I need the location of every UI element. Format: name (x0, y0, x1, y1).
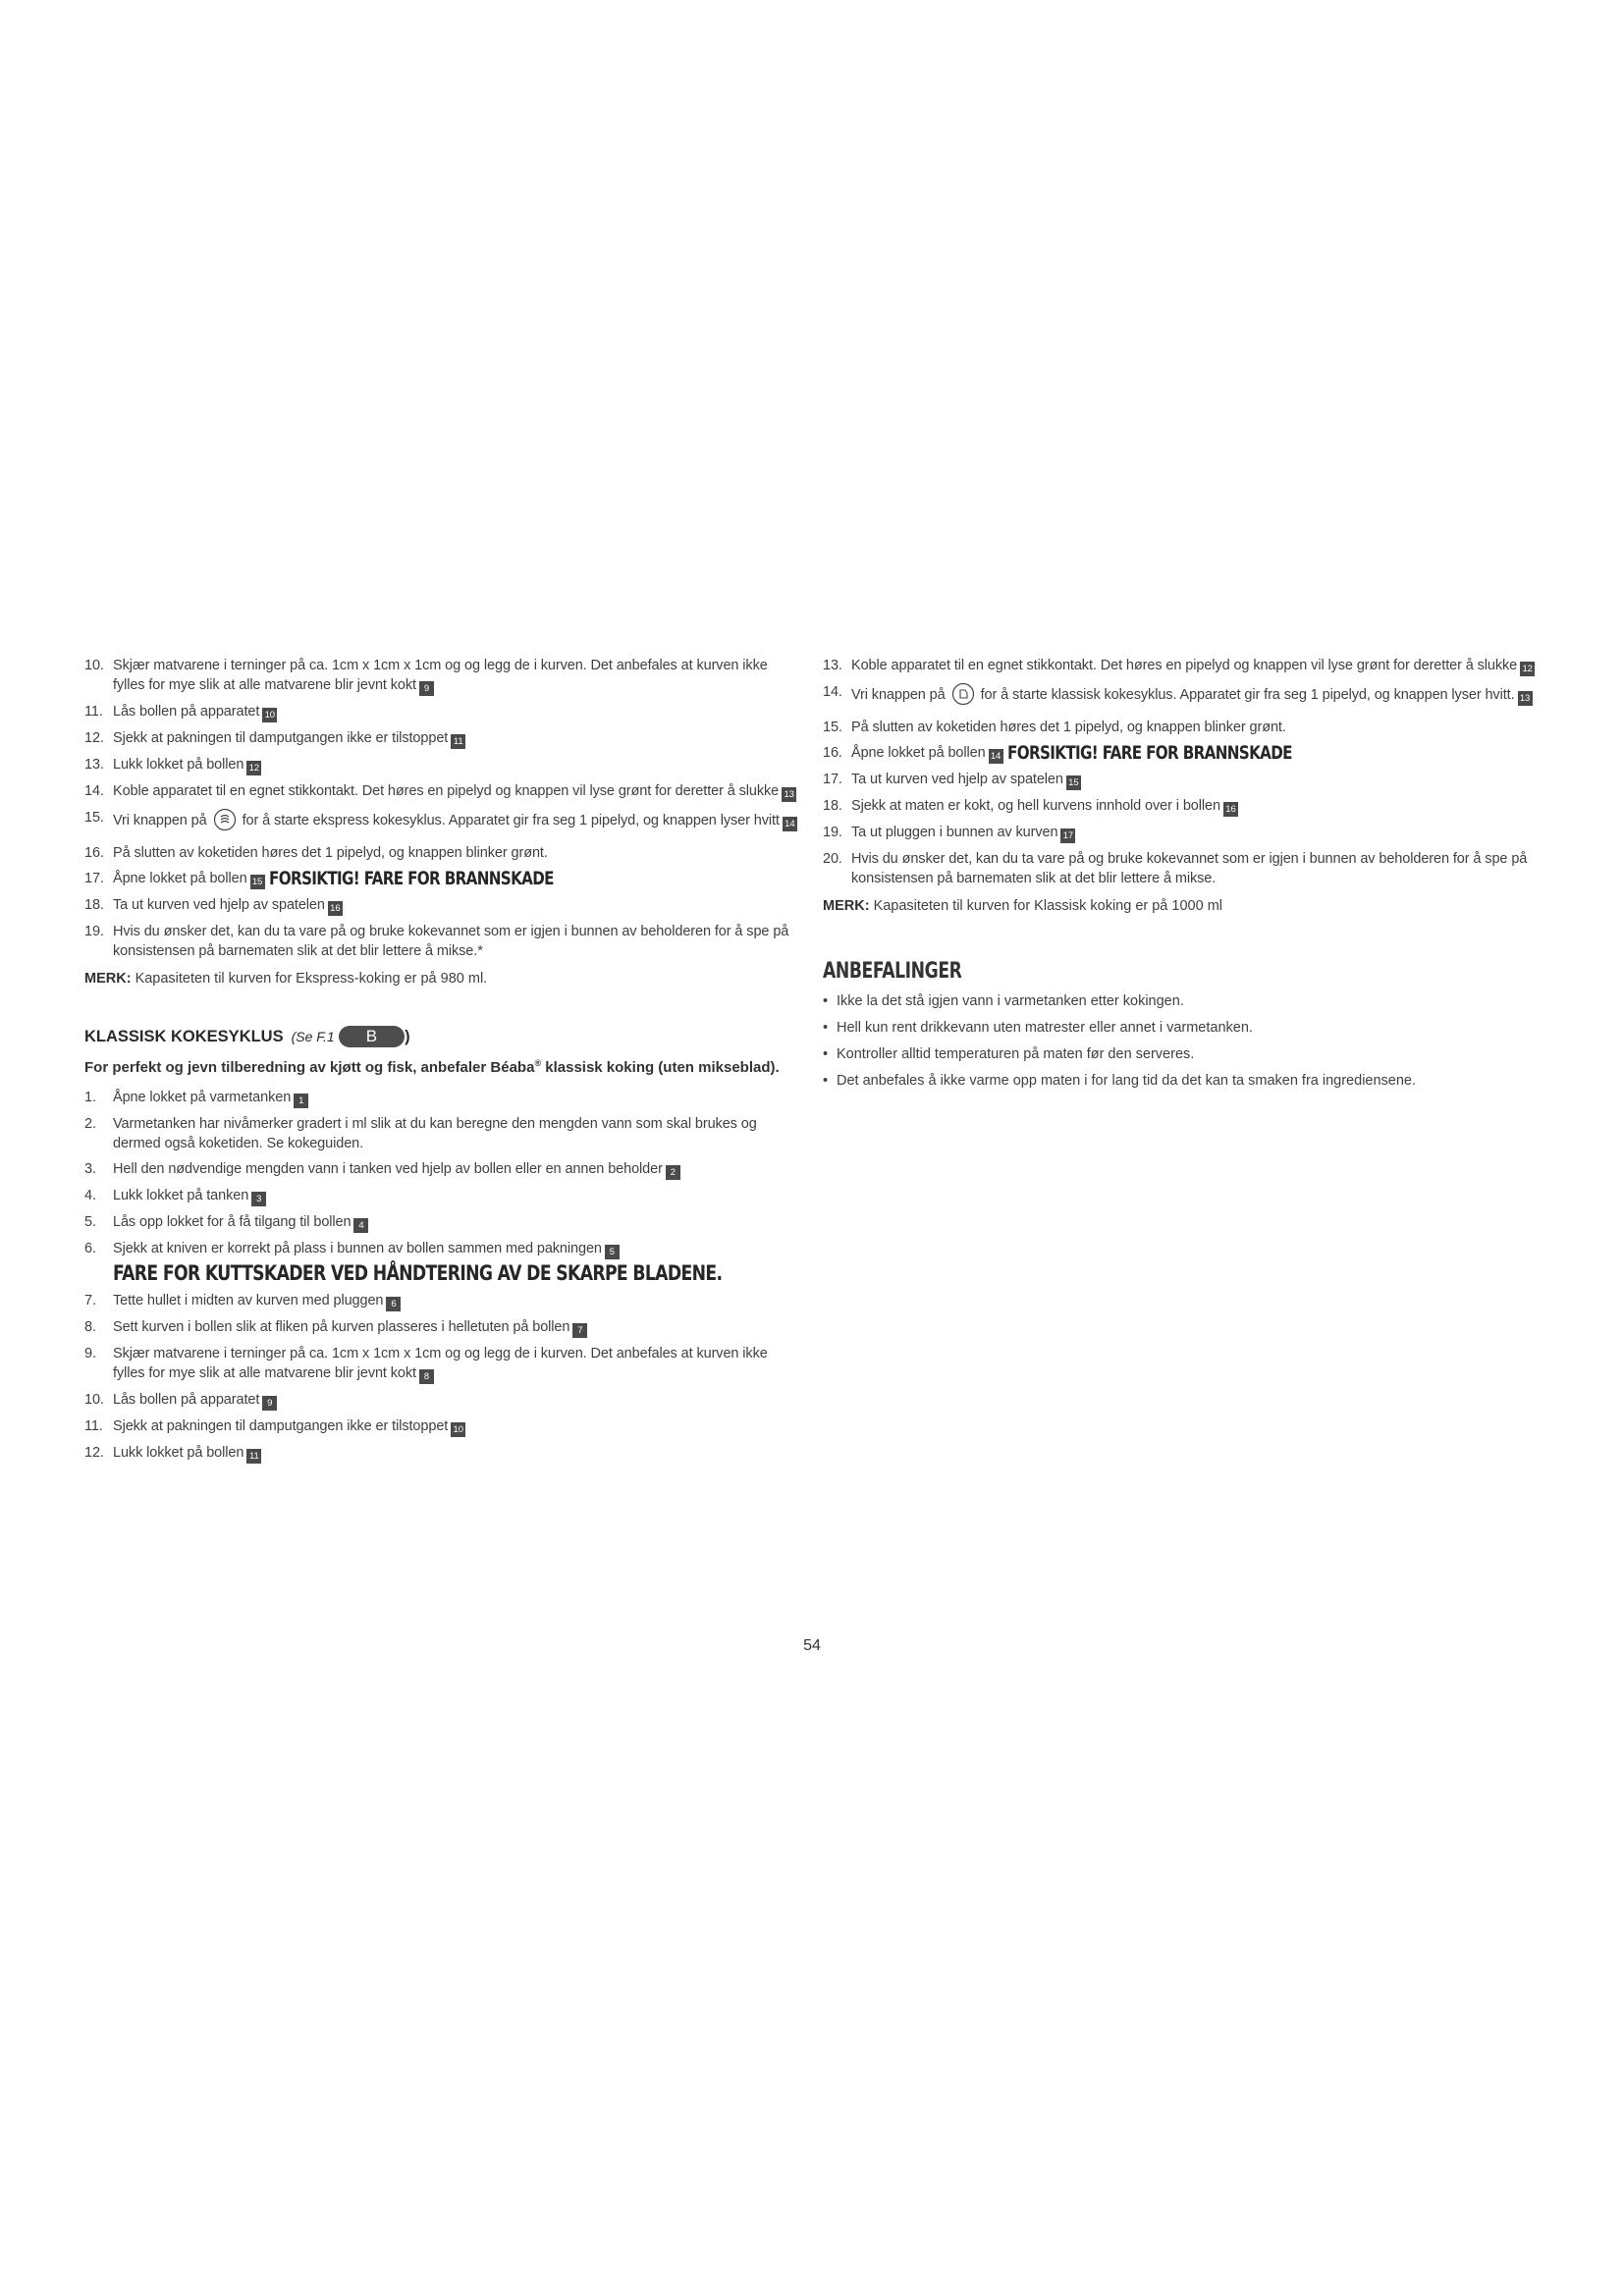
step-item: 15. På slutten av koketiden høres det 1 pipelyd, og knappen blinker grønt. (823, 720, 1286, 735)
step-item: 16. På slutten av koketiden høres det 1 pipelyd, og knappen blinker grønt. (84, 845, 548, 861)
step-item: 6. Sjekk at kniven er korrekt på plass i bunnen av bollen sammen med pakningen 5 (84, 1239, 799, 1259)
step-item: 12. Sjekk at pakningen til damputgangen ikke er tilstoppet 11 (84, 728, 799, 749)
burn-warning: FORSIKTIG! FARE FOR BRANNSKADE (1006, 743, 1292, 764)
figure-ref: 5 (605, 1245, 620, 1259)
section-intro: For perfekt og jevn tilberedning av kjøtt og fisk, anbefaler Béaba® klassisk koking (uten mikseblad). (84, 1058, 780, 1076)
step-item: 13. Koble apparatet til en egnet stikkontakt. Det høres en pipelyd og knappen vil lyse grønt for deretter å slukke 12 (823, 656, 1540, 676)
step-item: 16. Åpne lokket på bollen 14 FORSIKTIG! FARE FOR BRANNSKADE (823, 743, 1292, 764)
figure-ref: 15 (250, 875, 265, 889)
cut-warning: FARE FOR KUTTSKADER VED HÅNDTERING AV DE SKARPE BLADENE. (113, 1261, 723, 1285)
figure-ref: 11 (451, 734, 465, 749)
step-item: 18. Ta ut kurven ved hjelp av spatelen 16 (84, 895, 799, 916)
figure-ref: 13 (1518, 691, 1533, 706)
capacity-note: MERK: Kapasiteten til kurven for Ekspress-koking er på 980 ml. (84, 971, 488, 987)
list-item: • Ikke la det stå igjen vann i varmetanken etter kokingen. (823, 991, 1540, 1011)
page-number: 54 (803, 1637, 821, 1654)
figure-ref: 12 (1520, 662, 1535, 676)
figure-ref: 10 (262, 708, 277, 722)
recommendations-list (823, 991, 1540, 1091)
step-item: 3. Hell den nødvendige mengden vann i tanken ved hjelp av bollen eller en annen beholder 2 (84, 1159, 799, 1180)
step-item: 5. Lås opp lokket for å få tilgang til bollen 4 (84, 1212, 799, 1233)
list-item: • Kontroller alltid temperaturen på maten før den serveres. (823, 1044, 1540, 1064)
step-item: 11. Sjekk at pakningen til damputgangen ikke er tilstoppet 10 (84, 1416, 799, 1437)
burn-warning: FORSIKTIG! FARE FOR BRANNSKADE (268, 869, 554, 889)
figure-ref: 4 (353, 1218, 368, 1233)
step-item: 14. Vri knappen på for å starte klassisk kokesyklus. Apparatet gir fra seg 1 pipelyd, og knappen lyser hvitt. 13 (823, 682, 1540, 712)
step-item: 14. Koble apparatet til en egnet stikkontakt. Det høres en pipelyd og knappen vil lyse grønt for deretter å slukke 13 (84, 781, 799, 802)
figure-ref: 9 (419, 681, 434, 696)
figure-ref: 13 (782, 787, 796, 802)
figure-pill: B (339, 1026, 405, 1047)
step-item: 11. Lås bollen på apparatet 10 (84, 702, 799, 722)
step-item: 19. Ta ut pluggen i bunnen av kurven 17 (823, 823, 1540, 843)
left-column (84, 656, 799, 1469)
figure-ref: 8 (419, 1369, 434, 1384)
step-item: 18. Sjekk at maten er kokt, og hell kurvens innhold over i bollen 16 (823, 796, 1540, 817)
step-item: 10. Skjær matvarene i terninger på ca. 1cm x 1cm x 1cm og og legg de i kurven. Det anbefales at kurven ikke fylles for mye slik at alle matvarene blir jevnt kokt 9 (84, 658, 768, 694)
figure-ref: 10 (451, 1422, 465, 1437)
step-item: 15. Vri knappen på for å starte ekspress kokesyklus. Apparatet gir fra seg 1 pipelyd, og knappen lyser hvitt 14 (84, 808, 799, 837)
express-cycle-icon (213, 808, 237, 837)
list-item: • Hell kun rent drikkevann uten matrester eller annet i varmetanken. (823, 1018, 1540, 1038)
step-item: 10. Lås bollen på apparatet 9 (84, 1390, 799, 1411)
section-title-classic: KLASSISK KOKESYKLUS (Se F.1 B ) (84, 1027, 410, 1045)
figure-ref: 12 (246, 761, 261, 775)
step-item: 17. Ta ut kurven ved hjelp av spatelen 15 (823, 770, 1540, 790)
step-item: 13. Lukk lokket på bollen 12 (84, 755, 799, 775)
step-item: 12. Lukk lokket på bollen 11 (84, 1443, 799, 1464)
figure-ref: 16 (328, 901, 343, 916)
step-item: 1. Åpne lokket på varmetanken 1 (84, 1088, 799, 1108)
figure-ref: 2 (666, 1165, 680, 1180)
right-column (823, 656, 1540, 1097)
step-item: 20. Hvis du ønsker det, kan du ta vare på og bruke kokevannet som er igjen i bunnen av beholderen for å spe på konsistensen på barnematen slik at det blir lettere å mikse. (823, 851, 1528, 886)
figure-ref: 7 (572, 1323, 587, 1338)
step-item: 7. Tette hullet i midten av kurven med pluggen 6 (84, 1291, 799, 1311)
step-item: 19. Hvis du ønsker det, kan du ta vare på og bruke kokevannet som er igjen i bunnen av beholderen for å spe på konsistensen på barnematen slik at det blir lettere å mikse.* (84, 924, 789, 959)
step-item: 2. Varmetanken har nivåmerker gradert i ml slik at du kan beregne den mengden vann som skal brukes og dermed også koketiden. Se kokeguiden. (84, 1116, 757, 1151)
figure-ref: 15 (1066, 775, 1081, 790)
step-item: 9. Skjær matvarene i terninger på ca. 1cm x 1cm x 1cm og og legg de i kurven. Det anbefales at kurven ikke fylles for mye slik at alle matvarene blir jevnt kokt 8 (84, 1346, 768, 1382)
step-item: 8. Sett kurven i bollen slik at fliken på kurven plasseres i helletuten på bollen 7 (84, 1317, 799, 1338)
figure-ref: 3 (251, 1192, 266, 1206)
figure-ref: 1 (294, 1094, 308, 1108)
figure-ref: 9 (262, 1396, 277, 1411)
figure-ref: 17 (1060, 828, 1075, 843)
step-item: 4. Lukk lokket på tanken 3 (84, 1186, 799, 1206)
figure-ref: 14 (989, 749, 1003, 764)
recommendations-heading: ANBEFALINGER (823, 959, 962, 984)
figure-ref: 6 (386, 1297, 401, 1311)
classic-cycle-icon (951, 682, 975, 712)
figure-ref: 14 (783, 817, 797, 831)
step-item: 17. Åpne lokket på bollen 15 FORSIKTIG! FARE FOR BRANNSKADE (84, 869, 554, 889)
figure-ref: 11 (246, 1449, 261, 1464)
figure-ref: 16 (1223, 802, 1238, 817)
capacity-note: MERK: Kapasiteten til kurven for Klassisk koking er på 1000 ml (823, 898, 1222, 914)
list-item: • Det anbefales å ikke varme opp maten i for lang tid da det kan ta smaken fra ingrediensene. (823, 1071, 1540, 1091)
